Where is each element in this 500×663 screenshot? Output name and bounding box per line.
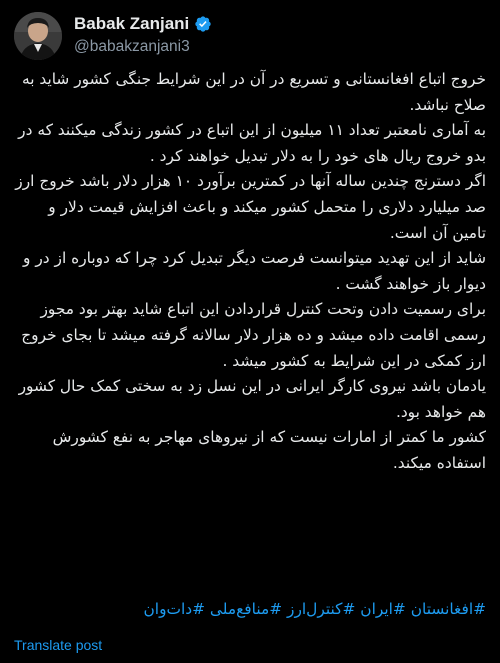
hashtag-link[interactable]: #منافع‌ملی xyxy=(209,600,283,618)
profile-photo-icon xyxy=(14,12,62,60)
tweet-paragraph: برای رسمیت دادن وتحت کنترل قراردادن این اتباع شاید بهتر بود مجوز رسمی اقامت داده میشد و ده هزار دلار سالانه گرفته میشد تا بجای خروج ارز کمکی در این شرایط به کشور میشد . xyxy=(21,300,486,370)
tweet-paragraph: شاید از این تهدید میتوانست فرصت دیگر تبدیل کرد چرا که دوباره از در و دیوار باز خواهند گشت . xyxy=(23,249,486,293)
hashtag-link[interactable]: #دات‌وان xyxy=(143,600,206,618)
author-info xyxy=(74,14,212,57)
hashtag-link[interactable]: #ایران xyxy=(360,600,406,618)
verified-badge-icon xyxy=(194,15,212,33)
tweet-paragraph: به آماری نامعتبر تعداد ۱۱ میلیون از این اتباع در کشور زندگی میکنند که در بدو خروج ریال های خود را به دلار تبدیل خواهند کرد . xyxy=(18,121,486,165)
hashtag-list xyxy=(14,597,486,621)
display-name[interactable]: Babak Zanjani xyxy=(74,14,190,33)
avatar[interactable] xyxy=(14,12,62,60)
tweet-paragraph: اگر دسترنج چندین ساله آنها در کمترین برآورد ۱۰ هزار دلار باشد خروج ارز صد میلیارد دلاری را متحمل کشور میکند و باعث افزایش قیمت دلار و تامین آن است. xyxy=(15,172,486,242)
tweet-paragraph: کشور ما کمتر از امارات نیست که از نیروهای مهاجر به نفع کشورش استفاده میکند. xyxy=(52,428,486,472)
hashtag-link[interactable]: #کنترل‌ارز xyxy=(287,600,356,618)
tweet-paragraph: خروج اتباع افغانستانی و تسریع در آن در این شرایط جنگی کشور شاید به صلاح نباشد. xyxy=(21,70,486,114)
hashtag-link[interactable]: #افغانستان xyxy=(410,600,486,618)
translate-post-link[interactable]: Translate post xyxy=(14,637,103,653)
tweet-paragraph: یادمان باشد نیروی کارگر ایرانی در این نسل زد به سختی کمک حال کشور هم خواهد بود. xyxy=(18,377,486,421)
author-handle[interactable]: @babakzanjani3 xyxy=(74,38,190,55)
tweet-text xyxy=(14,67,486,477)
tweet-header xyxy=(14,12,486,60)
